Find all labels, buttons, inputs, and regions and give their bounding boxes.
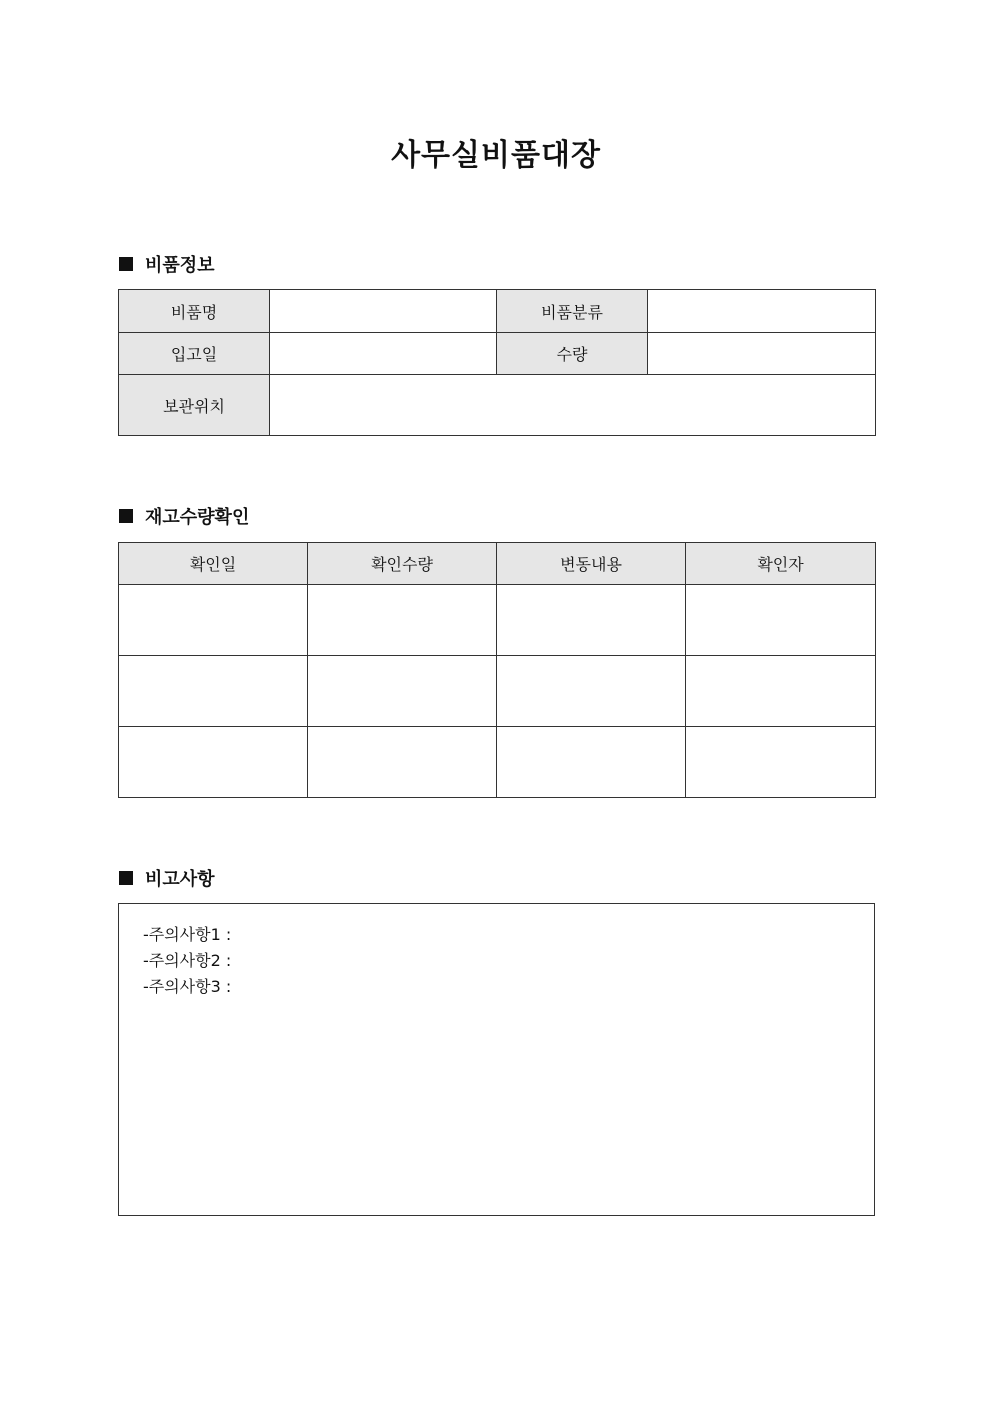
table-cell[interactable] [497,727,686,798]
storage-location-field[interactable] [270,375,876,436]
quantity-field[interactable] [648,333,876,375]
section-heading-label: 재고수량확인 [145,507,250,528]
column-header-change-details: 변동내용 [497,543,686,585]
square-bullet-icon [119,257,133,271]
table-row [119,333,876,375]
notes-line-2: -주의사항2 : [143,951,232,970]
item-name-field[interactable] [270,290,497,333]
table-cell[interactable] [686,585,876,656]
notes-line-1: -주의사항1 : [143,925,232,944]
section-heading-label: 비고사항 [145,869,215,890]
table-cell[interactable] [119,727,308,798]
notes-box[interactable] [118,903,875,1216]
column-header-check-date: 확인일 [119,543,308,585]
item-category-field[interactable] [648,290,876,333]
column-header-checker: 확인자 [686,543,876,585]
table-cell[interactable] [497,656,686,727]
item-category-label: 비품분류 [497,290,648,333]
item-info-table [118,289,876,436]
storage-location-label: 보관위치 [119,375,270,436]
table-row [119,727,876,798]
table-cell[interactable] [686,727,876,798]
table-cell[interactable] [308,727,497,798]
stock-check-table [118,542,876,798]
document-title: 사무실비품대장 [391,138,601,173]
column-header-check-quantity: 확인수량 [308,543,497,585]
table-cell[interactable] [119,656,308,727]
section-heading-label: 비품정보 [145,255,215,276]
square-bullet-icon [119,509,133,523]
table-cell[interactable] [119,585,308,656]
table-cell[interactable] [308,656,497,727]
square-bullet-icon [119,871,133,885]
section-heading-notes [119,865,215,891]
table-row [119,656,876,727]
table-cell[interactable] [308,585,497,656]
receipt-date-label: 입고일 [119,333,270,375]
quantity-label: 수량 [497,333,648,375]
table-row [119,375,876,436]
notes-line-3: -주의사항3 : [143,977,232,996]
table-header-row [119,543,876,585]
section-heading-stock-check [119,503,249,529]
table-row [119,290,876,333]
receipt-date-field[interactable] [270,333,497,375]
table-cell[interactable] [686,656,876,727]
section-heading-item-info [119,251,215,277]
table-cell[interactable] [497,585,686,656]
item-name-label: 비품명 [119,290,270,333]
table-row [119,585,876,656]
